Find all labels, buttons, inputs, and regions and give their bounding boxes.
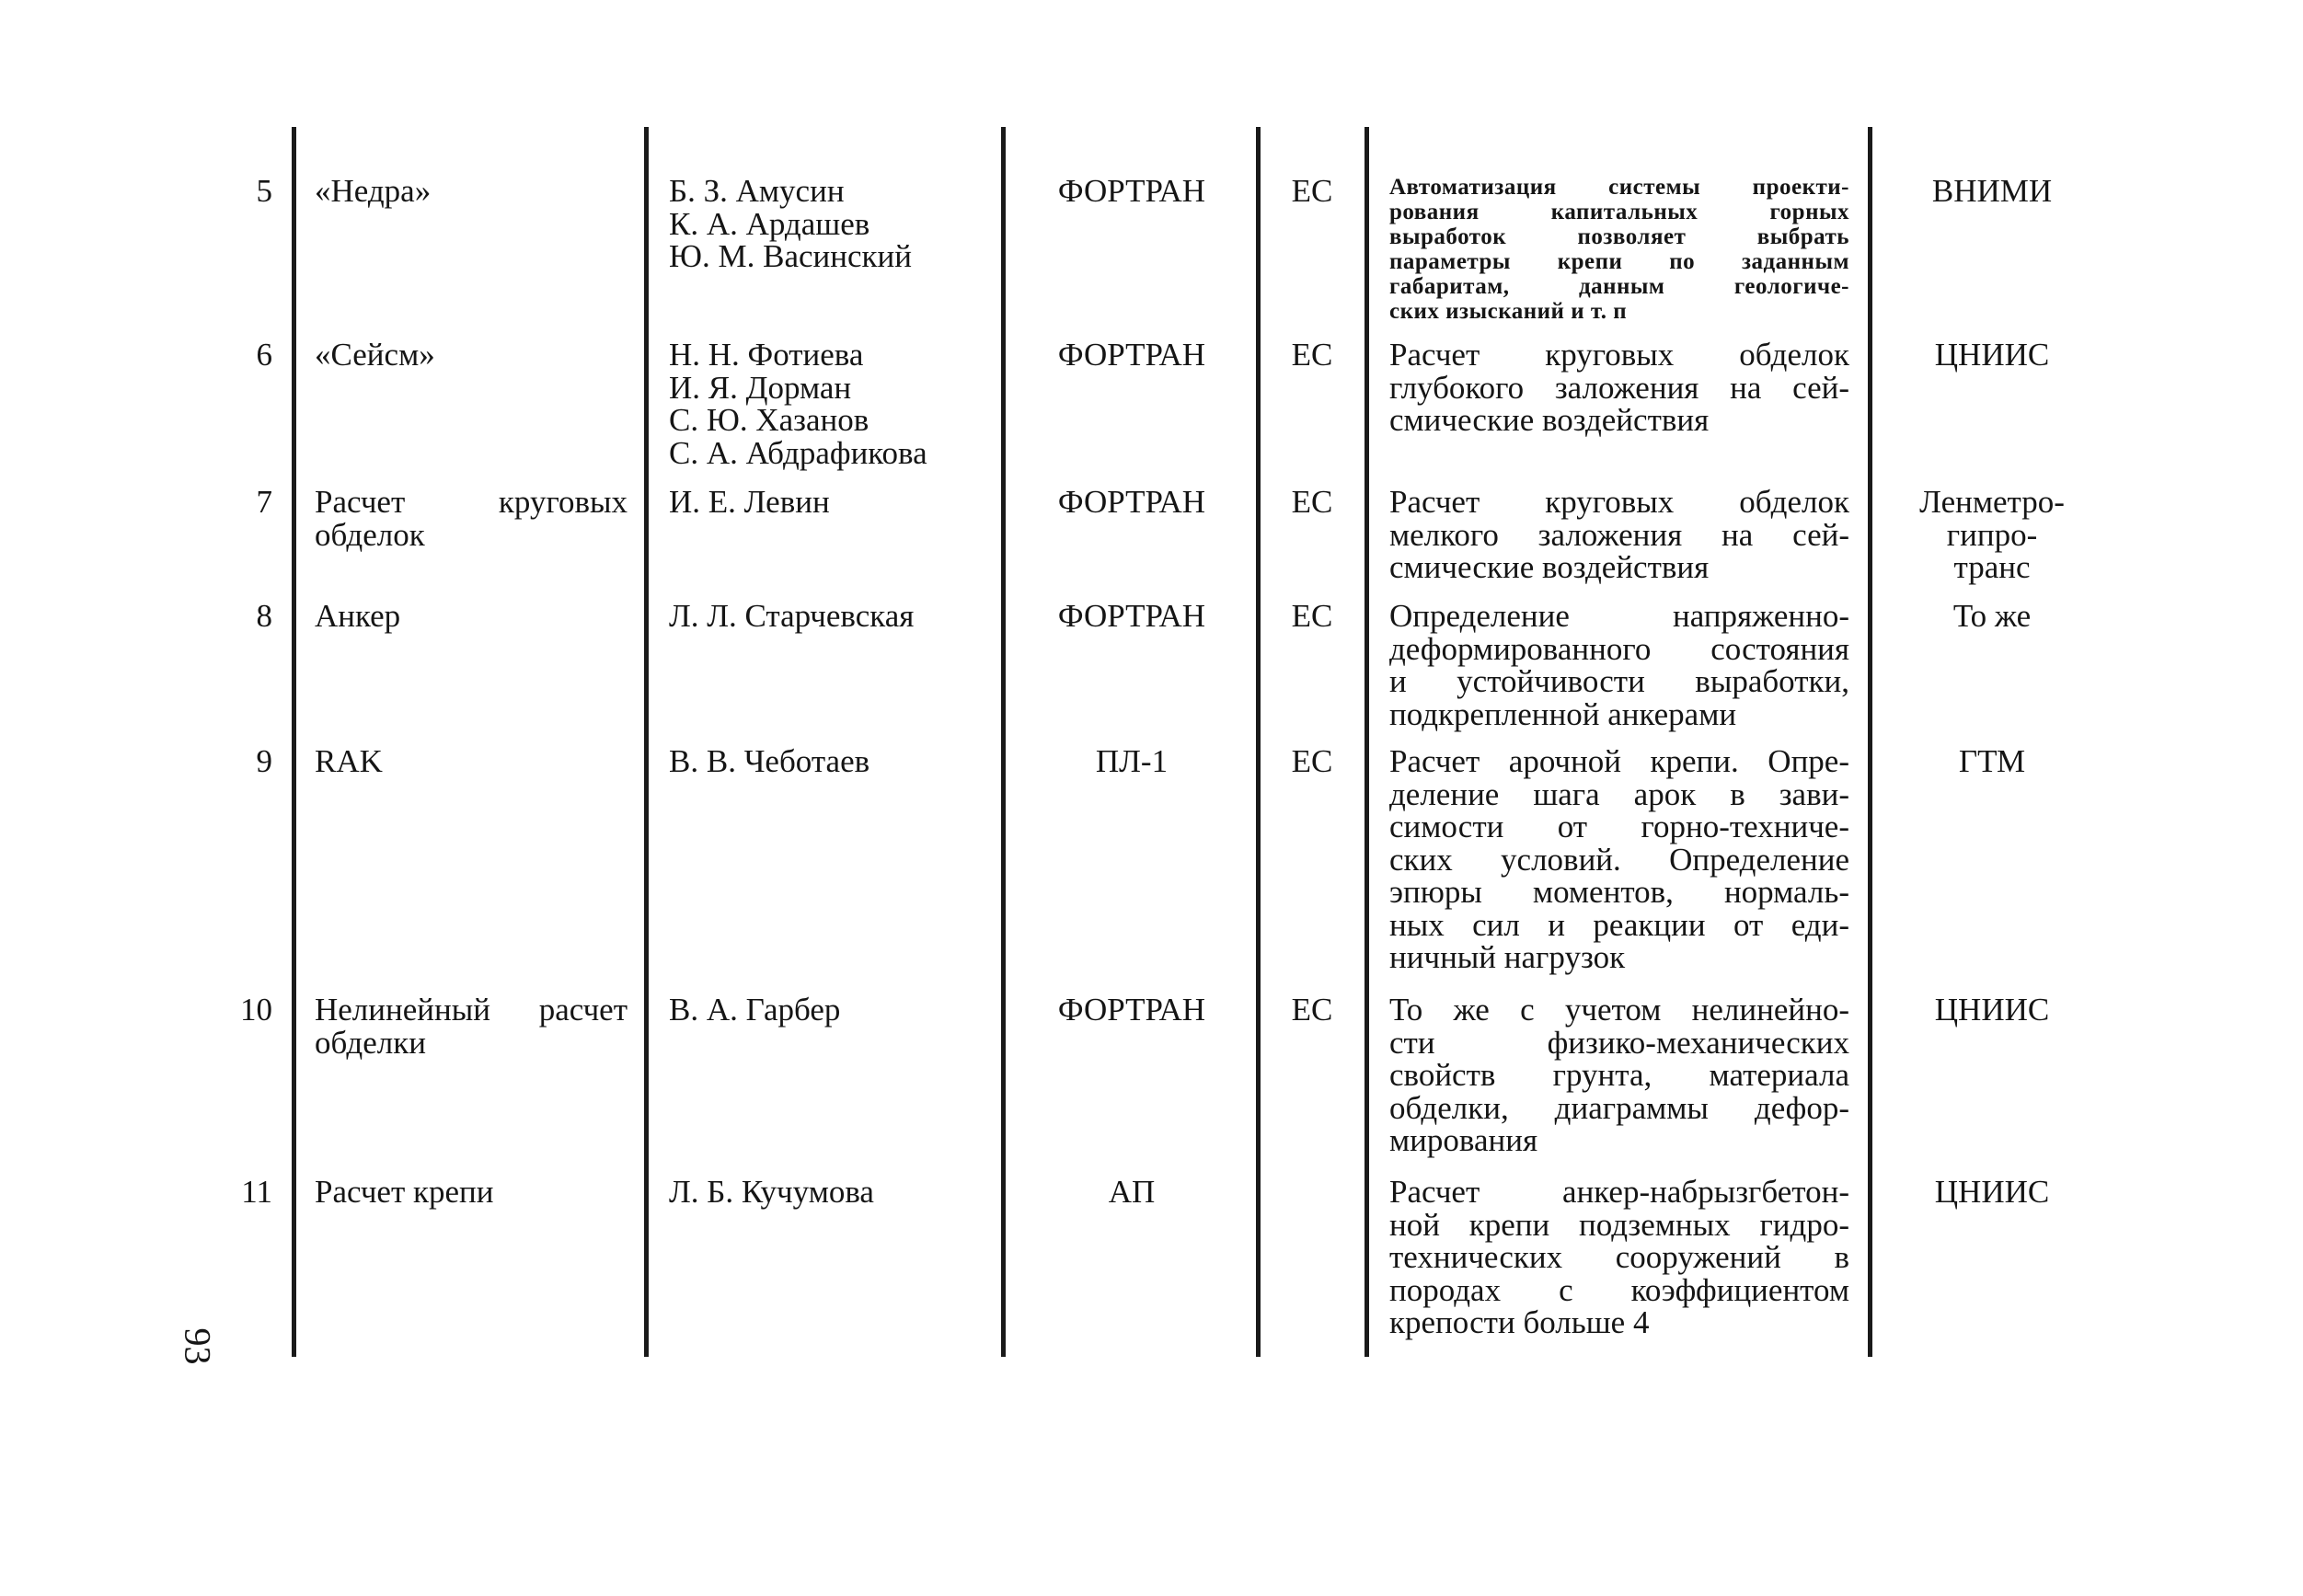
computer-type: ЕС [1291,992,1333,1028]
program-description-line: обделки, диаграммы дефор- [1389,1089,1849,1126]
program-description-line: То же с учетом нелинейно- [1389,992,1849,1028]
program-authors-line: Л. Л. Старчевская [669,598,915,634]
program-description-line: ничный нагрузок [1389,939,1626,975]
program-description-line: породах с коэффициентом [1389,1271,1849,1308]
program-description-line: деформированного состояния [1389,630,1849,667]
column-divider-4 [1256,127,1261,1357]
program-description-line: Определение напряженно- [1389,598,1849,634]
program-name [315,1176,628,1209]
program-name [315,745,628,778]
developer-organization-line: гипро- [1946,516,2038,553]
program-authors [669,486,986,519]
program-description-line: эпюры моментов, нормаль- [1389,874,1849,910]
program-description [1389,745,1849,974]
program-description-line: ных сил и реакции от еди- [1389,906,1849,943]
program-description-line: параметры крепи по заданным [1389,249,1849,274]
program-name [315,486,628,551]
program-name-line: обделки [315,1024,426,1061]
program-description-line: смические воздействия [1389,402,1710,438]
program-description-line: симости от горно-техниче- [1389,809,1849,844]
computer-type: ЕС [1291,598,1333,634]
program-authors [669,745,986,778]
program-authors-line: Н. Н. Фотиева [669,337,864,373]
program-description-line: крепости больше 4 [1389,1304,1650,1340]
programming-language: ФОРТРАН [1057,484,1206,520]
program-authors [669,1176,986,1209]
program-authors-line: С. А. Абдрафикова [669,434,927,471]
program-description-line: габаритам, данным геологиче- [1389,274,1849,299]
developer-organization [1877,486,2107,584]
program-name [315,600,628,633]
program-description-line: глубокого заложения на сей- [1389,369,1849,406]
program-name-line: Расчет круговых [315,484,628,520]
row-number: 10 [240,992,272,1028]
developer-organization [1877,339,2107,372]
program-description-line: смические воздействия [1389,549,1710,585]
column-divider-2 [644,127,649,1357]
program-description-line: Расчет анкер-набрызгбетон- [1389,1174,1849,1210]
program-description [1389,600,1849,730]
program-authors [669,993,986,1027]
computer-type: ЕС [1291,484,1333,520]
developer-organization-line: транс [1953,549,2031,585]
developer-organization [1877,745,2107,778]
program-name-line: Анкер [315,598,401,634]
row-number: 11 [241,1174,272,1210]
program-name-line: Нелинейный расчет [315,992,628,1028]
developer-organization-line: ЦНИИС [1934,1174,2050,1210]
programming-language: ФОРТРАН [1057,173,1206,209]
program-name-line: «Недра» [315,173,432,209]
program-authors-line: К. А. Ардашев [669,205,870,242]
program-description [1389,175,1849,324]
program-authors-line: И. Е. Левин [669,484,830,520]
program-name-line: RAK [315,743,383,779]
program-authors-line: Б. З. Амусин [669,173,845,209]
row-number: 7 [256,484,272,520]
program-authors [669,600,986,633]
program-name-line: Расчет крепи [315,1174,494,1210]
computer-type: ЕС [1291,337,1333,373]
developer-organization-line: ЦНИИС [1934,337,2050,373]
program-authors-line: Ю. М. Васинский [669,238,912,274]
program-authors-line: Л. Б. Кучумова [669,1174,874,1210]
program-description-line: выработок позволяет выбрать [1389,224,1849,249]
computer-type: ЕС [1291,743,1333,779]
program-description [1389,1176,1849,1339]
programming-language: АП [1108,1174,1156,1210]
column-divider-3 [1001,127,1006,1357]
program-description-line: свойств грунта, материала [1389,1057,1849,1093]
developer-organization-line: То же [1952,598,2032,634]
program-description [1389,993,1849,1157]
row-number: 6 [256,337,272,373]
program-name [315,175,628,208]
program-description-line: ских условий. Определение [1389,841,1849,878]
program-description-line: мелкого заложения на сей- [1389,516,1849,553]
program-authors-line: В. В. Чеботаев [669,743,870,779]
program-description-line: Расчет арочной крепи. Опре- [1389,743,1849,779]
program-authors [669,175,986,273]
developer-organization-line: ВНИМИ [1931,173,2053,209]
program-description [1389,339,1849,437]
column-divider-5 [1365,127,1369,1357]
program-description-line: подкрепленной анкерами [1389,695,1737,732]
program-description-line: деление шага арок в зави- [1389,775,1849,812]
row-number: 9 [256,743,272,779]
developer-organization [1877,175,2107,208]
program-name-line: обделок [315,516,425,553]
computer-type: ЕС [1291,173,1333,209]
developer-organization [1877,1176,2107,1209]
program-description-line: технических сооружений в [1389,1239,1849,1275]
program-authors-line: В. А. Гарбер [669,992,841,1028]
developer-organization-line: ЦНИИС [1934,992,2050,1028]
developer-organization [1877,993,2107,1027]
program-authors [669,339,986,469]
program-authors-line: С. Ю. Хазанов [669,402,869,438]
column-divider-1 [292,127,296,1357]
column-divider-6 [1868,127,1872,1357]
developer-organization-line: Ленметро- [1919,484,2065,520]
program-description-line: Автоматизация системы проекти- [1389,175,1849,200]
program-authors-line: И. Я. Дорман [669,369,852,406]
programming-language: ПЛ-1 [1095,743,1169,779]
program-description-line: рования капитальных горных [1389,200,1849,224]
program-description-line: Расчет круговых обделок [1389,484,1849,520]
program-description-line: ских изысканий и т. п [1389,299,1628,324]
program-description-line: и устойчивости выработки, [1389,663,1849,699]
program-name-line: «Сейсм» [315,337,435,373]
program-name [315,339,628,372]
program-description [1389,486,1849,584]
program-name [315,993,628,1059]
developer-organization [1877,600,2107,633]
program-description-line: сти физико-механических [1389,1024,1849,1061]
programming-language: ФОРТРАН [1057,598,1206,634]
programming-language: ФОРТРАН [1057,992,1206,1028]
page-number: 93 [177,1327,219,1365]
row-number: 8 [256,598,272,634]
developer-organization-line: ГТМ [1958,743,2026,779]
program-description-line: мирования [1389,1122,1538,1158]
programming-language: ФОРТРАН [1057,337,1206,373]
program-description-line: Расчет круговых обделок [1389,337,1849,373]
program-description-line: ной крепи подземных гидро- [1389,1206,1849,1243]
row-number: 5 [256,173,272,209]
